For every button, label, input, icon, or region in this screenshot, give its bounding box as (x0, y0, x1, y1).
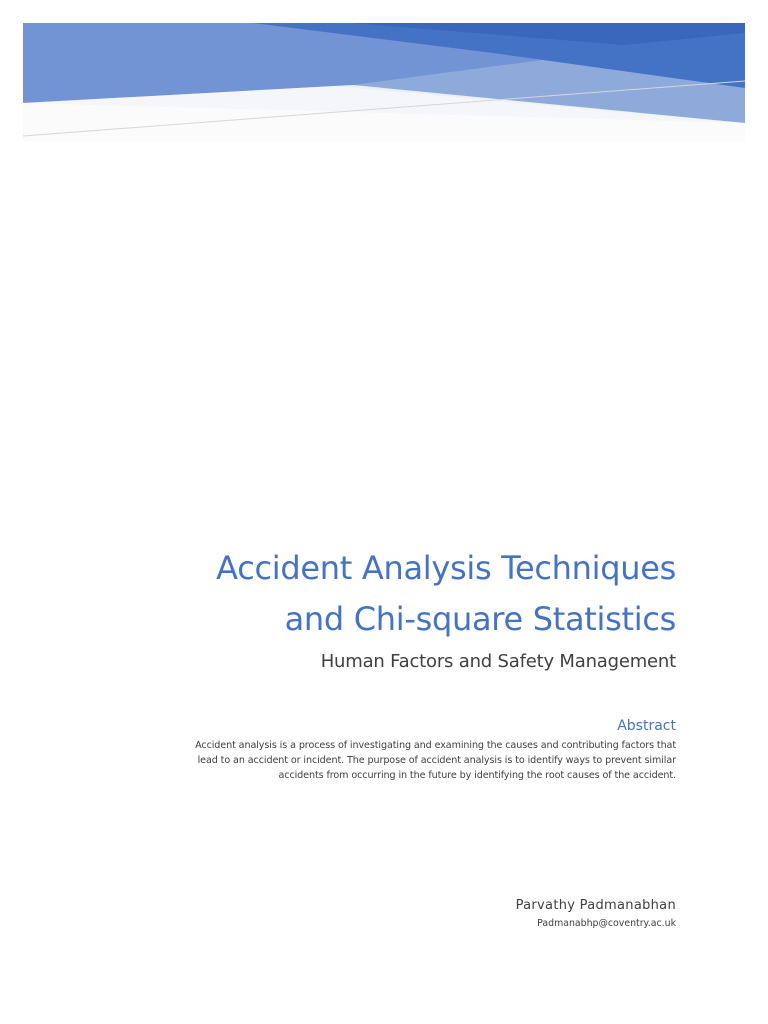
document-subtitle: Human Factors and Safety Management (320, 651, 676, 672)
cover-title-block (116, 543, 676, 675)
document-title (116, 543, 676, 645)
abstract-body: Accident analysis is a process of investigating and examining the causes and contributing factors that lead to an accident or incident. The purpose of accident analysis is to identify ways to prevent similar accidents from occurring in the future by identifying the root causes of the accident. (195, 740, 676, 781)
abstract-section (186, 716, 676, 783)
document-title-line-2: and Chi-square Statistics (284, 600, 676, 638)
header-banner (23, 23, 745, 141)
document-title-line-1: Accident Analysis Techniques (216, 549, 676, 587)
author-section (276, 896, 676, 930)
abstract-heading: Abstract (617, 718, 676, 734)
author-email: Padmanabhp@coventry.ac.uk (537, 918, 676, 929)
author-name: Parvathy Padmanabhan (515, 898, 676, 913)
